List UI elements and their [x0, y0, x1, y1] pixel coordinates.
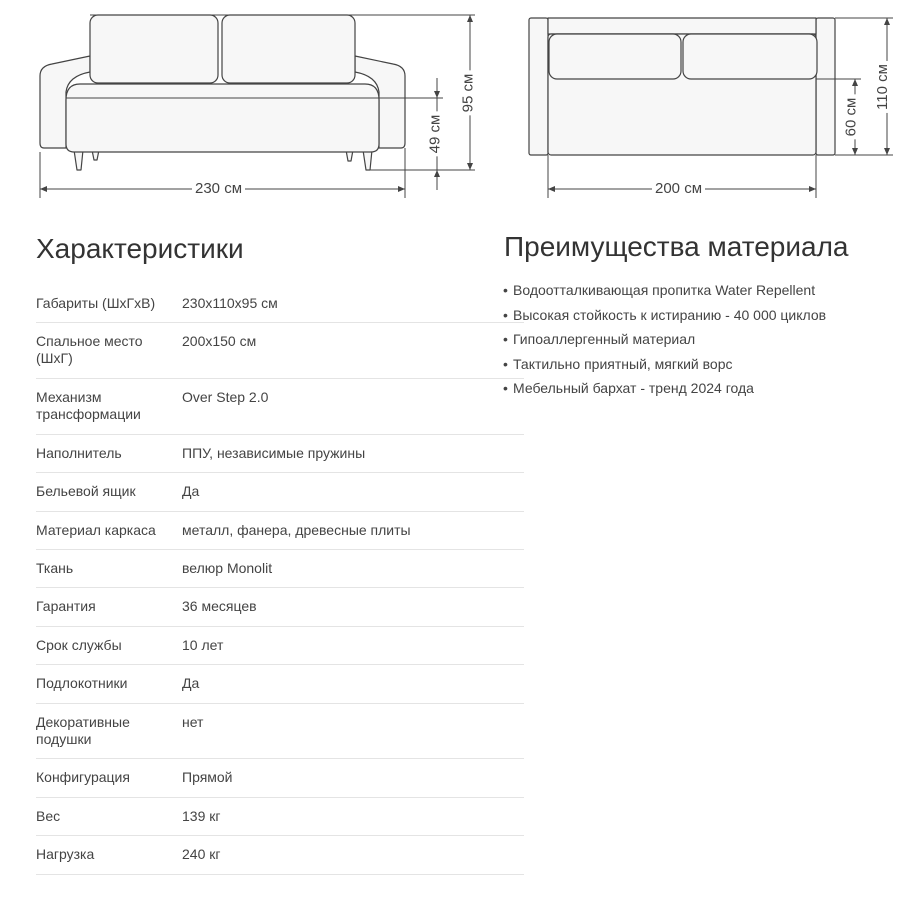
- spec-row: [36, 836, 524, 875]
- spec-row: [36, 473, 524, 512]
- spec-value: велюр Monolit: [182, 560, 273, 576]
- benefit-text: Высокая стойкость к истиранию - 40 000 циклов: [513, 306, 827, 323]
- spec-label: Нагрузка: [36, 846, 95, 862]
- spec-value: 240 кг: [182, 846, 221, 862]
- benefit-item: [503, 380, 826, 405]
- benefit-text: Мебельный бархат - тренд 2024 года: [513, 380, 754, 396]
- bullet-icon: •: [503, 331, 508, 347]
- sofa-top-cushion: [683, 34, 817, 79]
- benefit-item: [503, 331, 826, 356]
- benefit-text: Гипоаллергенный материал: [513, 331, 696, 347]
- spec-label: Бельевой ящик: [36, 483, 136, 499]
- sofa-top-right-arm: [816, 18, 835, 155]
- spec-label: Подлокотники: [36, 675, 128, 691]
- spec-label: Наполнитель: [36, 445, 122, 461]
- spec-row: [36, 550, 524, 588]
- benefits-list: [503, 282, 826, 405]
- benefits-title: Преимущества материала: [504, 231, 849, 262]
- top-sleeping-depth-label: 60 см: [842, 95, 860, 140]
- bullet-icon: •: [503, 355, 508, 372]
- top-depth-label: 110 см: [874, 61, 892, 113]
- spec-row: [36, 759, 524, 798]
- specs-title: Характеристики: [36, 233, 244, 264]
- spec-label: Механизм трансформации: [36, 389, 141, 422]
- sofa-top-cushion: [549, 34, 681, 79]
- benefit-item: [503, 356, 826, 381]
- top-width-label: 200 см: [652, 180, 705, 198]
- spec-value: ППУ, независимые пружины: [182, 445, 366, 461]
- benefit-text: Водоотталкивающая пропитка Water Repellent: [513, 282, 816, 298]
- specs-table: [36, 284, 524, 875]
- sofa-back-cushion: [222, 15, 355, 83]
- benefit-item: [503, 307, 826, 332]
- spec-row: [36, 512, 524, 550]
- spec-value: 10 лет: [182, 637, 224, 653]
- sofa-top-back: [548, 18, 816, 34]
- spec-label: Ткань: [36, 560, 74, 576]
- spec-row: [36, 284, 524, 323]
- spec-value: Да: [182, 483, 200, 499]
- spec-value: Прямой: [182, 769, 233, 785]
- spec-row: [36, 379, 524, 435]
- spec-label: Спальное место (ШхГ): [36, 333, 143, 366]
- spec-label: Конфигурация: [36, 769, 130, 785]
- spec-label: Материал каркаса: [36, 522, 156, 538]
- bullet-icon: •: [503, 306, 508, 323]
- spec-label: Габариты (ШхГхВ): [36, 295, 156, 311]
- spec-row: [36, 323, 524, 379]
- sofa-leg: [74, 150, 83, 170]
- benefit-item: [503, 282, 826, 307]
- spec-value: 230х110х95 см: [182, 295, 278, 311]
- sofa-seat: [66, 84, 379, 152]
- spec-label: Вес: [36, 808, 61, 824]
- spec-value: нет: [182, 714, 204, 730]
- sofa-front-view: [40, 15, 405, 170]
- spec-row: [36, 588, 524, 627]
- seat-height-label: 49 см: [426, 112, 444, 157]
- bullet-icon: •: [503, 380, 508, 396]
- spec-row: [36, 435, 524, 473]
- spec-value: Да: [182, 675, 200, 691]
- spec-row: [36, 704, 524, 759]
- spec-label: Гарантия: [36, 598, 96, 614]
- dimension-drawings: [0, 0, 919, 215]
- spec-row: [36, 665, 524, 704]
- sofa-back-cushion: [90, 15, 218, 83]
- front-width-label: 230 см: [192, 180, 245, 198]
- spec-value: металл, фанера, древесные плиты: [182, 522, 411, 538]
- bullet-icon: •: [503, 282, 508, 298]
- sofa-top-view: [529, 18, 835, 155]
- sofa-leg: [363, 150, 372, 170]
- spec-value: 200х150 см: [182, 333, 257, 349]
- front-height-label: 95 см: [459, 71, 477, 116]
- spec-row: [36, 798, 524, 836]
- spec-label: Срок службы: [36, 637, 122, 653]
- spec-value: 139 кг: [182, 808, 221, 824]
- spec-label: Декоративные подушки: [36, 714, 130, 747]
- spec-value: Over Step 2.0: [182, 389, 269, 405]
- spec-row: [36, 627, 524, 665]
- benefit-text: Тактильно приятный, мягкий ворс: [513, 355, 733, 372]
- spec-value: 36 месяцев: [182, 598, 257, 614]
- sofa-top-left-arm: [529, 18, 548, 155]
